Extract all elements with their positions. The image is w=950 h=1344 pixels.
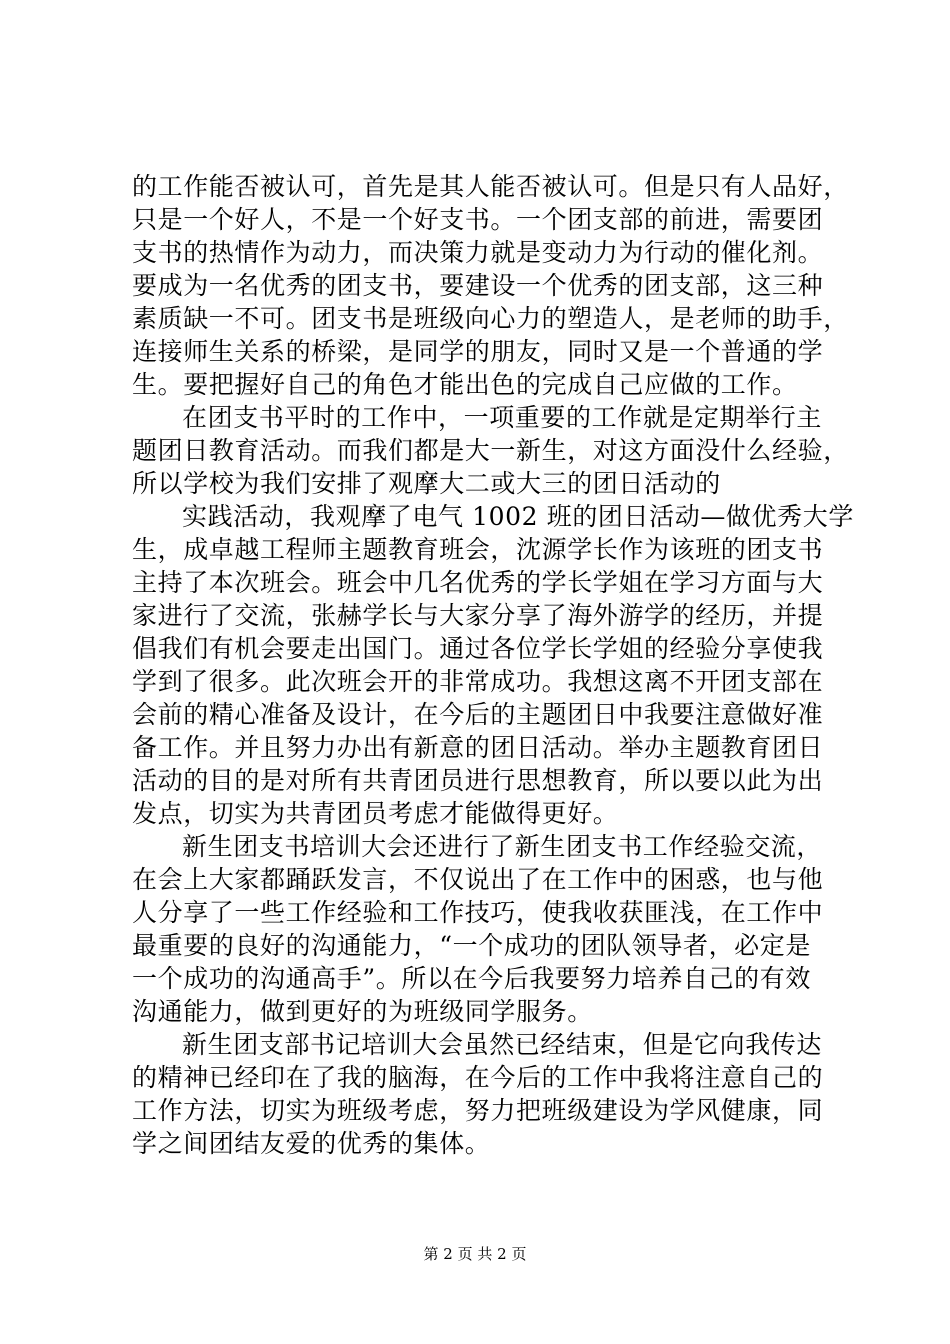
text-line: 发点，切实为共青团员考虑才能做得更好。 [132,799,619,828]
text-line: 主持了本次班会。班会中几名优秀的学长学姐在学习方面与大 [132,568,824,597]
text-line: 会前的精心准备及设计，在今后的主题团日中我要注意做好准 [132,700,824,729]
text-line: 生。要把握好自己的角色才能出色的完成自己应做的工作。 [132,370,798,399]
text-line: 要成为一名优秀的团支书，要建设一个优秀的团支部，这三种 [132,271,824,300]
text-line: 新生团支部书记培训大会虽然已经结束，但是它向我传达 [182,1030,823,1059]
text-line: 支书的热情作为动力，而决策力就是变动力为行动的催化剂。 [132,238,824,267]
text-line: 最重要的良好的沟通能力，“一个成功的团队领导者，必定是 [132,931,811,960]
text-line: 家进行了交流，张赫学长与大家分享了海外游学的经历，并提 [132,601,824,630]
text-line: 在会上大家都踊跃发言，不仅说出了在工作中的困惑，也与他 [132,865,824,894]
text-line: 生，成卓越工程师主题教育班会，沈源学长作为该班的团支书 [132,535,824,564]
text-line: 人分享了一些工作经验和工作技巧，使我收获匪浅，在工作中 [132,898,824,927]
text-line: 学到了很多。此次班会开的非常成功。我想这离不开团支部在 [132,667,824,696]
text-line: 备工作。并且努力办出有新意的团日活动。举办主题教育团日 [132,733,824,762]
text-line: 的精神已经印在了我的脑海，在今后的工作中我将注意自己的 [132,1063,824,1092]
text-line: 新生团支书培训大会还进行了新生团支书工作经验交流， [182,832,823,861]
text-line: 学之间团结友爱的优秀的集体。 [132,1129,491,1158]
text-line: 只是一个好人，不是一个好支书。一个团支部的前进，需要团 [132,205,824,234]
paragraph-3 [132,500,854,830]
document-body [132,170,854,1160]
text-line: 实践活动，我观摩了电气 1002 班的团日活动—做优秀大学 [182,502,854,531]
text-line: 素质缺一不可。团支书是班级向心力的塑造人，是老师的助手， [132,304,849,333]
text-line: 沟通能力，做到更好的为班级同学服务。 [132,997,593,1026]
text-line: 一个成功的沟通高手”。所以在今后我要努力培养自己的有效 [132,964,811,993]
text-line: 工作方法，切实为班级考虑，努力把班级建设为学风健康，同 [132,1096,824,1125]
text-line: 在团支书平时的工作中，一项重要的工作就是定期举行主 [182,403,823,432]
paragraph-5 [132,1028,822,1160]
paragraph-1 [132,170,849,401]
text-line: 连接师生关系的桥梁，是同学的朋友，同时又是一个普通的学 [132,337,824,366]
text-line: 所以学校为我们安排了观摩大二或大三的团日活动的 [132,469,721,498]
text-line: 题团日教育活动。而我们都是大一新生，对这方面没什么经验， [132,436,849,465]
text-line: 倡我们有机会要走出国门。通过各位学长学姐的经验分享使我 [132,634,824,663]
page-number-footer: 第 2 页 共 2 页 [423,1245,527,1263]
paragraph-4 [132,830,822,1028]
paragraph-2 [132,401,849,500]
text-line: 活动的目的是对所有共青团员进行思想教育，所以要以此为出 [132,766,824,795]
text-line: 的工作能否被认可，首先是其人能否被认可。但是只有人品好， [132,172,849,201]
